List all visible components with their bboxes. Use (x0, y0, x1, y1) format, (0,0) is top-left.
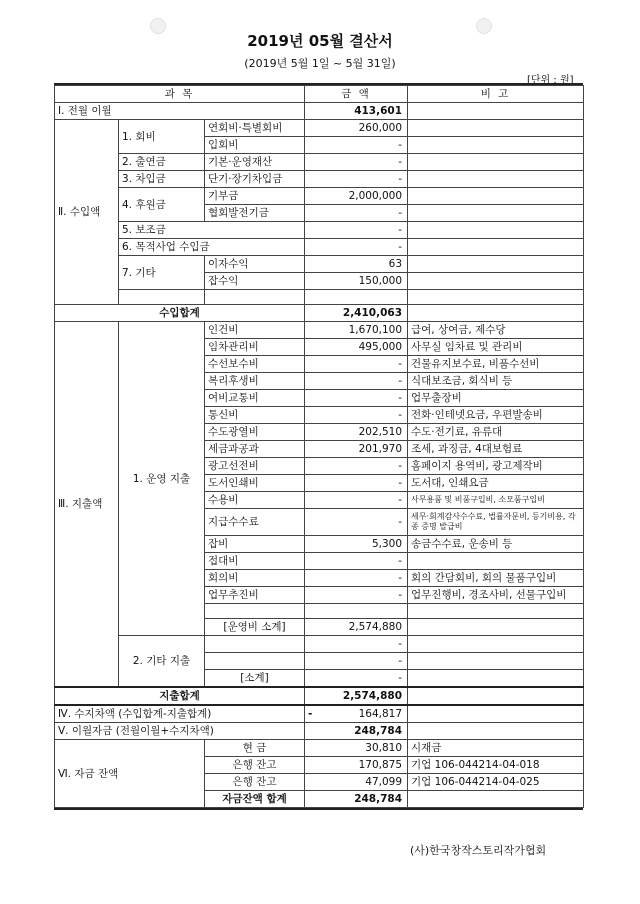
funds-item-name: 은행 잔고 (205, 757, 305, 774)
blank-cell (119, 290, 205, 305)
income-item-name: 연회비·특별회비 (205, 120, 305, 137)
income-total-label: 수입합계 (55, 305, 305, 322)
income-item-amount: - (305, 154, 408, 171)
income-row (55, 256, 584, 273)
expense-item-note: 업무진행비, 경조사비, 선물구입비 (408, 587, 584, 604)
income-blank-row (55, 290, 584, 305)
blank-cell (408, 290, 584, 305)
expense-item-amount: - (305, 587, 408, 604)
unit-label: [단위 : 원] (527, 75, 574, 86)
operating-subtotal-amount: 2,574,880 (305, 619, 408, 636)
expense-total-note (408, 687, 584, 705)
funds-section-label: Ⅵ. 자금 잔액 (55, 740, 205, 808)
expense-item-name: 세금과공과 (205, 441, 305, 458)
income-item-note (408, 188, 584, 205)
income-item-amount: - (305, 137, 408, 154)
balance-amount (305, 705, 408, 723)
expense-item-name: 수용비 (205, 492, 305, 509)
expense-item-amount: - (305, 492, 408, 509)
expense-item-amount: - (305, 373, 408, 390)
period-range: (2019년 5월 1일 ~ 5월 31일) (244, 57, 396, 70)
income-total-amount: 2,410,063 (305, 305, 408, 322)
funds-item-note: 기업 106-044214-04-018 (408, 757, 584, 774)
income-group-name: 3. 차입금 (119, 171, 205, 188)
expense-item-note: 업무출장비 (408, 390, 584, 407)
other-subtotal-label: [소계] (205, 670, 305, 688)
balance-sign: - (308, 708, 313, 720)
funds-item-note: 시재금 (408, 740, 584, 757)
income-row (55, 188, 584, 205)
income-item-note (408, 154, 584, 171)
expense-item-note: 회의 간담회비, 회의 물품구입비 (408, 570, 584, 587)
expense-item-amount: - (305, 509, 408, 536)
expense-total-label: 지출합계 (55, 687, 305, 705)
blank-cell (305, 290, 408, 305)
expense-item-name: 복리후생비 (205, 373, 305, 390)
income-row (55, 120, 584, 137)
income-item-name: 기부금 (205, 188, 305, 205)
table-header-row (55, 86, 584, 103)
other-expense-note (408, 653, 584, 670)
expense-item-amount: 201,970 (305, 441, 408, 458)
funds-total-amount: 248,784 (305, 791, 408, 808)
income-item-name: 잡수익 (205, 273, 305, 290)
operating-subtotal-label: [운영비 소계] (205, 619, 305, 636)
expense-total-amount: 2,574,880 (305, 687, 408, 705)
header-subject: 과 목 (55, 86, 305, 103)
blank-cell (205, 290, 305, 305)
expense-item-name: 여비교통비 (205, 390, 305, 407)
blank-cell (305, 604, 408, 619)
income-group-name: 6. 목적사업 수입금 (119, 239, 305, 256)
income-item-amount: - (305, 171, 408, 188)
header-note: 비 고 (408, 86, 584, 103)
expense-item-amount: 1,670,100 (305, 322, 408, 339)
expense-item-name: 광고선전비 (205, 458, 305, 475)
expense-item-name: 접대비 (205, 553, 305, 570)
expense-item-name: 인건비 (205, 322, 305, 339)
income-row (55, 154, 584, 171)
income-group-name: 4. 후원금 (119, 188, 205, 222)
income-item-amount: 260,000 (305, 120, 408, 137)
expense-item-name: 잡비 (205, 536, 305, 553)
income-section-label: Ⅱ. 수입액 (55, 120, 119, 305)
other-subtotal-amount: - (305, 670, 408, 688)
header-amount: 금 액 (305, 86, 408, 103)
expense-item-name: 수도광열비 (205, 424, 305, 441)
income-row (55, 222, 584, 239)
expense-item-note (408, 553, 584, 570)
income-item-note (408, 239, 584, 256)
income-group-name: 2. 출연금 (119, 154, 205, 171)
income-item-name: 협회발전기금 (205, 205, 305, 222)
income-item-name: 이자수익 (205, 256, 305, 273)
other-expense-amount: - (305, 653, 408, 670)
expense-item-amount: 5,300 (305, 536, 408, 553)
balance-row (55, 705, 584, 723)
other-expense-note (408, 636, 584, 653)
other-expense-item (205, 636, 305, 653)
expense-item-note: 도서대, 인쇄요금 (408, 475, 584, 492)
expense-item-amount: 202,510 (305, 424, 408, 441)
funds-item-amount: 170,875 (305, 757, 408, 774)
income-item-name: 단기·장기차입금 (205, 171, 305, 188)
income-item-amount: - (305, 239, 408, 256)
expense-item-note: 송금수수료, 운송비 등 (408, 536, 584, 553)
funds-total-note (408, 791, 584, 808)
income-group-name: 5. 보조금 (119, 222, 305, 239)
expense-item-note: 전화·인테넷요금, 우편발송비 (408, 407, 584, 424)
organization-name: (사)한국창작스토리작가협회 (410, 844, 547, 857)
blank-cell (205, 604, 305, 619)
expense-item-note: 식대보조금, 회식비 등 (408, 373, 584, 390)
income-item-note (408, 137, 584, 154)
expense-item-note: 홈페이지 용역비, 광고제작비 (408, 458, 584, 475)
income-item-name: 입회비 (205, 137, 305, 154)
document-title: 2019년 05월 결산서 (247, 32, 393, 50)
income-row (55, 239, 584, 256)
expense-item-note: 조세, 과징금, 4대보험료 (408, 441, 584, 458)
expense-item-note: 건물유지보수료, 비품수선비 (408, 356, 584, 373)
expense-item-note: 수도·전기료, 유류대 (408, 424, 584, 441)
other-subtotal-note (408, 670, 584, 688)
carryover-amount: 413,601 (305, 103, 408, 120)
other-expense-row (55, 636, 584, 653)
expense-item-name: 통신비 (205, 407, 305, 424)
expense-item-amount: - (305, 390, 408, 407)
income-item-note (408, 256, 584, 273)
balance-label: Ⅳ. 수지차액 (수입합계-지출합계) (55, 705, 305, 723)
funds-item-note: 기업 106-044214-04-025 (408, 774, 584, 791)
expense-item-name: 지급수수료 (205, 509, 305, 536)
funds-item-amount: 47,099 (305, 774, 408, 791)
expense-item-amount: - (305, 458, 408, 475)
income-item-amount: 63 (305, 256, 408, 273)
income-item-note (408, 120, 584, 137)
income-group-name: 1. 회비 (119, 120, 205, 154)
expense-item-amount: - (305, 570, 408, 587)
expense-item-note: 사무실 임차료 및 관리비 (408, 339, 584, 356)
expense-row (55, 322, 584, 339)
carryover-row (55, 103, 584, 120)
expense-item-amount: - (305, 553, 408, 570)
income-row (55, 171, 584, 188)
income-item-amount: 2,000,000 (305, 188, 408, 205)
expense-item-name: 도서인쇄비 (205, 475, 305, 492)
next-month-note (408, 723, 584, 740)
income-item-amount: - (305, 205, 408, 222)
expense-item-note: 급여, 상여금, 제수당 (408, 322, 584, 339)
expense-item-name: 임차관리비 (205, 339, 305, 356)
income-item-note (408, 273, 584, 290)
balance-value: 164,817 (358, 708, 403, 720)
funds-item-name: 현 금 (205, 740, 305, 757)
expense-item-name: 업무추진비 (205, 587, 305, 604)
income-item-note (408, 171, 584, 188)
carryover-label: Ⅰ. 전월 이월 (55, 103, 305, 120)
expense-item-name: 수선보수비 (205, 356, 305, 373)
next-month-amount: 248,784 (305, 723, 408, 740)
settlement-table (54, 83, 583, 810)
balance-note (408, 705, 584, 723)
expense-item-amount: - (305, 407, 408, 424)
expense-item-amount: - (305, 475, 408, 492)
next-month-row (55, 723, 584, 740)
blank-cell (408, 604, 584, 619)
expense-section-label: Ⅲ. 지출액 (55, 322, 119, 688)
income-group-name: 7. 기타 (119, 256, 205, 290)
expense-total-row (55, 687, 584, 705)
income-item-amount: - (305, 222, 408, 239)
other-expense-item (205, 653, 305, 670)
income-item-amount: 150,000 (305, 273, 408, 290)
income-item-note (408, 205, 584, 222)
expense-item-name: 회의비 (205, 570, 305, 587)
operating-subtotal-note (408, 619, 584, 636)
other-expense-amount: - (305, 636, 408, 653)
next-month-label: Ⅴ. 이월자금 (전월이월+수지차액) (55, 723, 305, 740)
income-item-note (408, 222, 584, 239)
expense-item-amount: 495,000 (305, 339, 408, 356)
funds-total-label: 자금잔액 합계 (205, 791, 305, 808)
expense-item-note: 사무용품 및 비품구입비, 소모품구입비 (408, 492, 584, 509)
funds-row (55, 740, 584, 757)
funds-item-name: 은행 잔고 (205, 774, 305, 791)
funds-item-amount: 30,810 (305, 740, 408, 757)
other-expense-label: 2. 기타 지출 (119, 636, 205, 688)
expense-item-amount: - (305, 356, 408, 373)
income-total-row (55, 305, 584, 322)
expense-item-note: 세무·회계감사수수료, 법률자문비, 등기비용, 각종 증명 발급비 (408, 509, 584, 536)
carryover-note (408, 103, 584, 120)
operating-expense-label: 1. 운영 지출 (119, 322, 205, 636)
income-total-note (408, 305, 584, 322)
income-item-name: 기본·운영재산 (205, 154, 305, 171)
